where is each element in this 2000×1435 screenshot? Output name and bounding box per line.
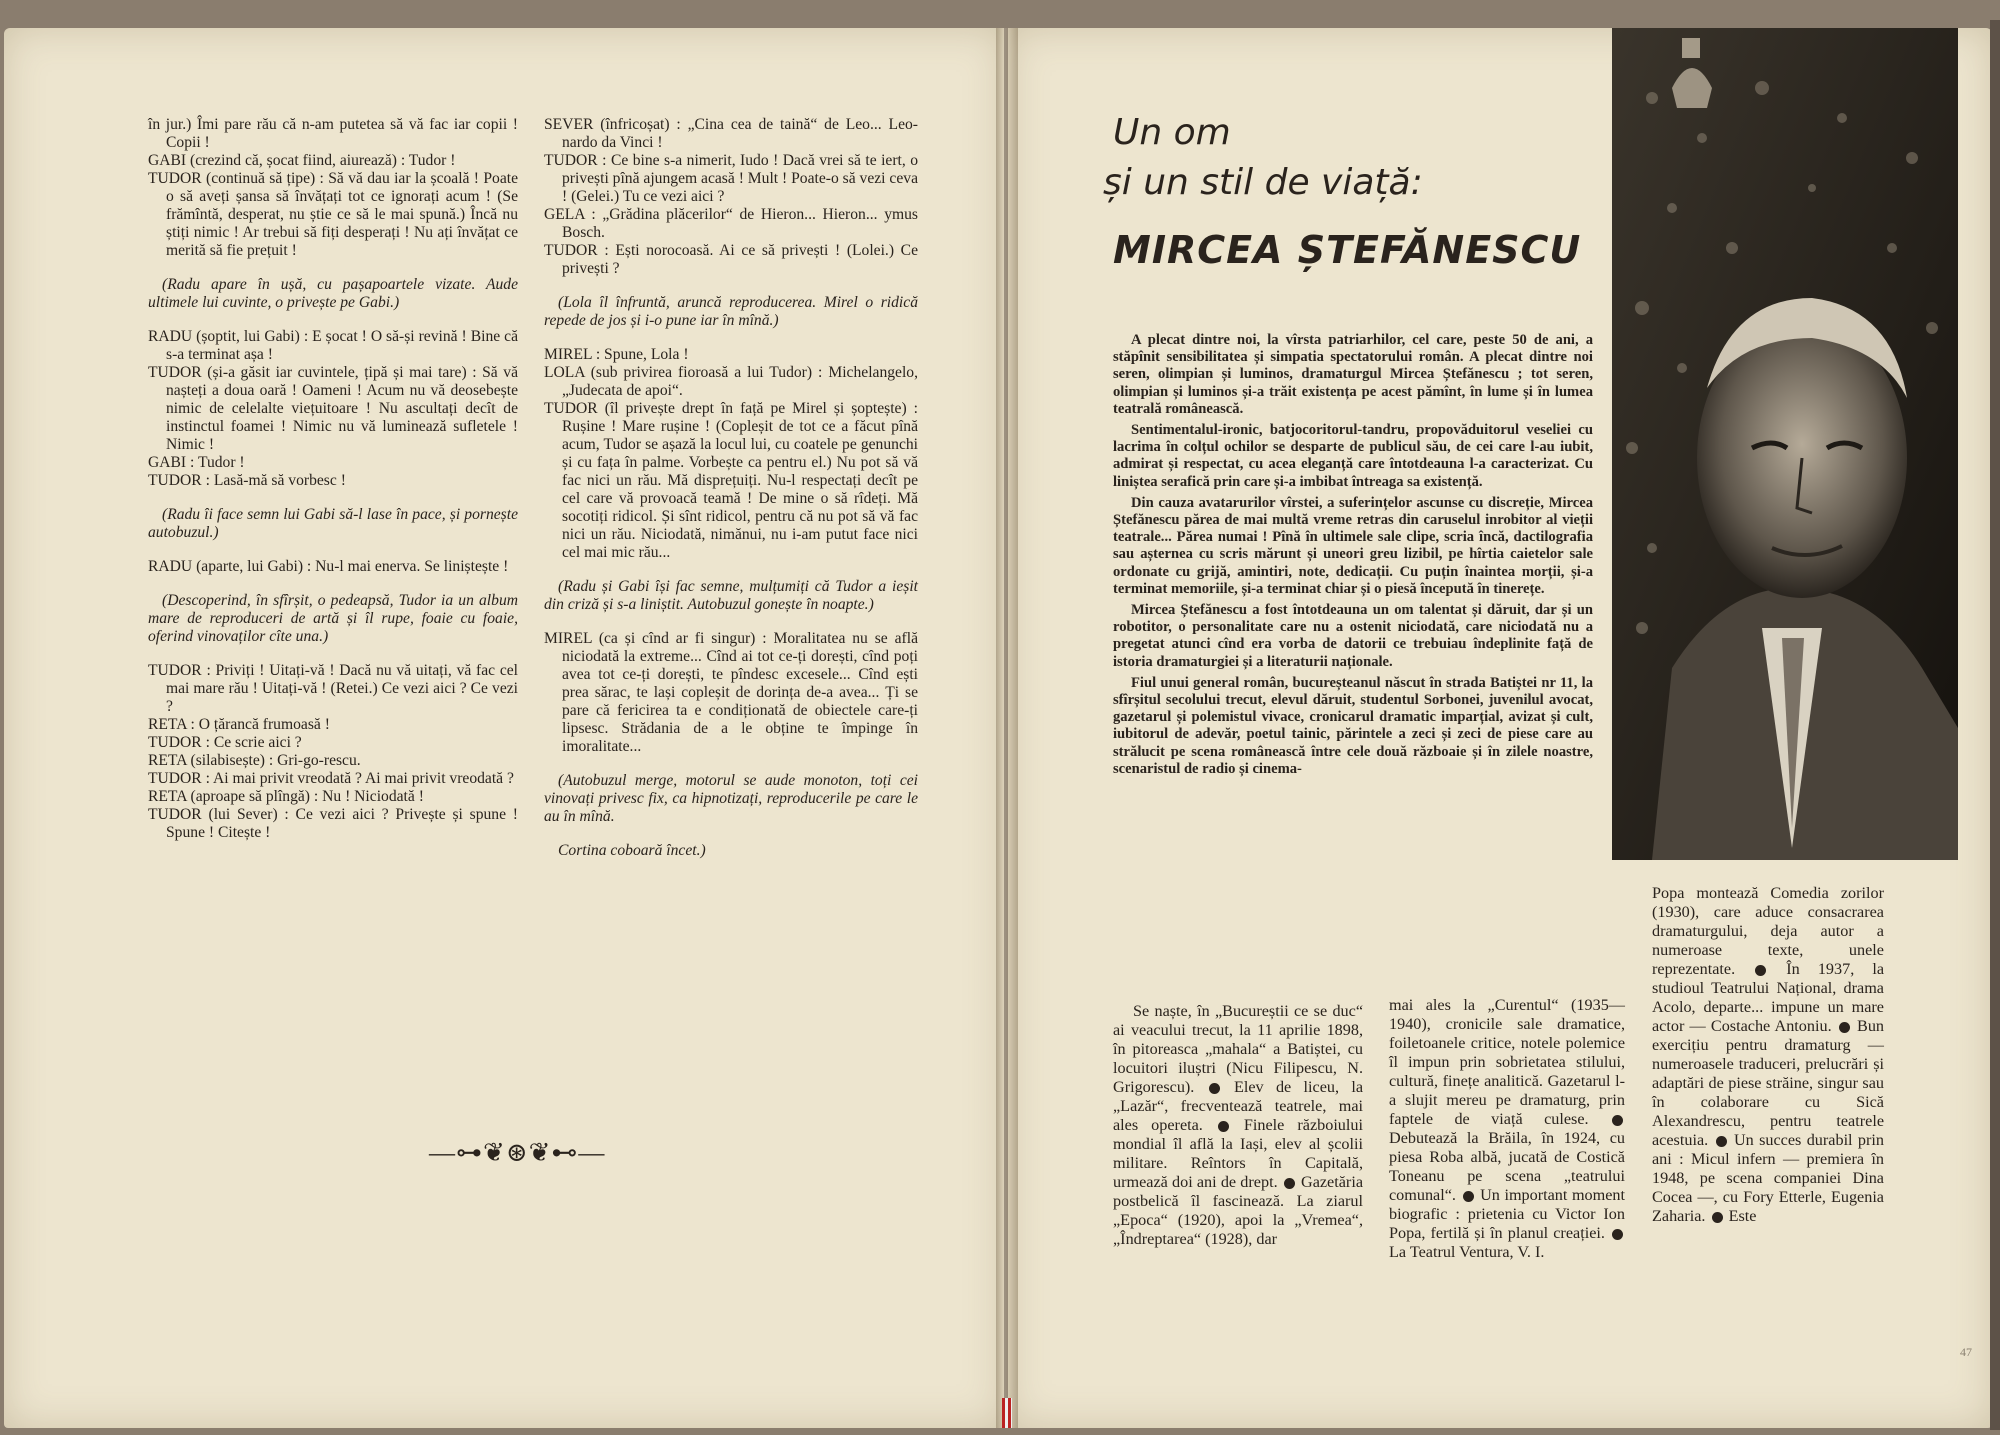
intro-paragraph: Sentimentalul-ironic, batjocoritorul-tandru, propovăduitorul veseliei cu lacrima în colțul ochilor se desparte de publicul său, de cei care l-au iubit, admirat și respectat, cu acea eleganță care întotdeauna l-a caracterizat. Cu liniștea serafică prin care și-a imbibat întreaga sa existență.	[1113, 422, 1593, 490]
spacer	[148, 646, 518, 662]
spacer	[544, 330, 918, 346]
ornament-divider: —⊶❦⊛❦⊷—	[429, 1138, 606, 1167]
bullet-icon	[1612, 1229, 1623, 1240]
bio-entry: Popa montează Comedia zorilor (1930), care aduce consacrarea dramaturgului, deja autor a numeroase texte, unele reprezentate.	[1652, 884, 1884, 978]
dialogue-line: GELA : „Grădina plăcerilor“ de Hieron... Hieron... ymus Bosch.	[544, 206, 918, 241]
dialogue-line: GABI : Tudor !	[148, 454, 245, 471]
dialogue-line: SEVER (înfricoșat) : „Cina cea de taină“ de Leo... Leo-nardo da Vinci !	[544, 116, 918, 151]
spacer	[544, 562, 918, 578]
play-text-column-2	[544, 116, 918, 860]
dialogue-line: LOLA (sub privirea fioroasă a lui Tudor) : Michelangelo, „Judecata de apoi“.	[544, 364, 918, 399]
spacer	[148, 490, 518, 506]
stage-direction: (Radu îi face semn lui Gabi să-l lase în pace, și pornește autobuzul.)	[148, 506, 518, 541]
article-title-line-2: și un stil de viață:	[1103, 162, 1423, 203]
dialogue-line: TUDOR (și-a găsit iar cuvintele, țipă și mai tare) : Să vă nașteți a doua oară ! Oameni ! Acum nu vă deosebește nimic de celelalte viețuitoare ! Nu ascultați decît de instinctul foamei ! Nimic nu vă luminează sufletele ! Nimic !	[148, 364, 518, 453]
article-intro	[1113, 332, 1593, 782]
bullet-icon	[1712, 1212, 1723, 1223]
bullet-icon	[1612, 1115, 1623, 1126]
spacer	[544, 614, 918, 630]
bullet-icon	[1218, 1121, 1229, 1132]
dialogue-line: GABI (crezind că, șocat fiind, aiurează) : Tudor !	[148, 152, 456, 169]
bio-entry: mai ales la „Curentul“ (1935—1940), cronicile sale dramatice, foiletoanele critice, notele polemice îl impun prin sobrietatea stilului, cultură, finețe analitică. Gazetarul l-a slujit mereu pe dramaturg, prin faptele de viață culese.	[1389, 996, 1625, 1128]
dialogue-line: MIREL (ca și cînd ar fi singur) : Moralitatea nu se află niciodată la extreme... Cînd ai tot ce-ți dorești, cînd poți avea tot ce-ți dorești, te pîndesc excesele... Cînd ești prea sărac, te lași copleșit de dorința de-a avea... Ți se pare că fericirea ta e condiționată de obiectele care-ți lipsesc. Strădania de a le obține te împinge în imoralitate...	[544, 630, 918, 755]
bio-column-1	[1113, 1002, 1363, 1249]
bullet-icon	[1755, 965, 1766, 976]
dialogue-line: TUDOR (îl privește drept în față pe Mirel și șoptește) : Rușine ! Mare rușine ! (Copleșit de tot ce a făcut pînă acum, Tudor se așază la locul lui, cu coatele pe genunchi și cu fața în palme. Vorbește ca pentru el.) Nu pot să vă fac nici un rău. Mă disprețuiți. Nu-l respectați decît pe cel care vă provoacă teamă ! De mine o să rîdeți. Mă socotiți ridicol. Și sînt ridicol, pentru că nu pot să vă fac nici un rău. Niciodată, nimănui, nu i-am putut face nici cel mai mic rău...	[544, 400, 918, 561]
bullet-icon	[1839, 1022, 1850, 1033]
play-text-column-1	[148, 116, 518, 842]
bio-entry: Un important moment biografic : prietenia cu Victor Ion Popa, fertilă și în planul creației.	[1389, 1186, 1626, 1242]
dialogue-line: TUDOR : Ce bine s-a nimerit, Iudo ! Dacă vrei să te iert, o privești pînă ajungem acasă ! Mult ! Poate-o să vezi ceva ! (Gelei.) Tu ce vezi aici ?	[544, 152, 918, 205]
bio-entry: La Teatrul Ventura, V. I.	[1389, 1243, 1545, 1261]
dialogue-line: TUDOR : Lasă-mă să vorbesc !	[148, 472, 346, 489]
bio-entry: Gazetăria postbelică îl fascinează. La ziarul „Epoca“ (1920), apoi la „Vremea“, „Îndreptarea“ (1928), dar	[1113, 1173, 1363, 1248]
dialogue-line: TUDOR : Ce scrie aici ?	[148, 734, 302, 751]
dialogue-line: TUDOR (continuă să țipe) : Să vă dau iar la școală ! Poate o să aveți șansa să învățați tot ce ignorați acum ! (Se frămîntă, desperat, nu știe ce să le mai spună.) Încă nu știți nimic ! Ar trebui să fiți desperați ! Nu ați învățat ce merită să fie prețuit !	[148, 170, 518, 259]
dialogue-line: RETA : O țărancă frumoasă !	[148, 716, 330, 733]
spacer	[148, 260, 518, 276]
dialogue-line: TUDOR : Ești norocoasă. Ai ce să privești ! (Lolei.) Ce privești ?	[544, 242, 918, 277]
article-title-line-1: Un om	[1113, 112, 1231, 153]
bio-entry: Elev de liceu, la „Lazăr“, frecventează teatrele, mai ales opereta.	[1113, 1078, 1364, 1134]
left-page	[4, 28, 1004, 1428]
bio-entry: Finele războiului mondial îl află la Iași, elev al școlii militare. Reîntors în Capitală, urmează doi ani de drept.	[1113, 1116, 1363, 1191]
dialogue-line: RETA (aproape să plîngă) : Nu ! Niciodată !	[148, 788, 424, 805]
article-title-name: MIRCEA ȘTEFĂNESCU	[1113, 228, 1582, 272]
bio-entry: Un succes durabil prin ani : Micul infern — premiera în 1948, pe scena companiei Dina Cocea —, cu Fory Etterle, Eugenia Zaharia.	[1652, 1131, 1885, 1225]
stage-direction: (Lola îl înfruntă, aruncă reproducerea. Mirel o ridică repede de jos și i-o pune iar în mînă.)	[544, 294, 918, 329]
dialogue-line: RADU (aparte, lui Gabi) : Nu-l mai enerva. Se liniștește !	[148, 558, 509, 575]
spacer	[148, 312, 518, 328]
bio-entry: Debutează la Brăila, în 1924, cu piesa Roba albă, jucată de Costică Toneanu pe scena „teatrului comunal“.	[1389, 1129, 1625, 1204]
spacer	[148, 576, 518, 592]
spacer	[544, 826, 918, 842]
binding-thread	[1002, 1398, 1012, 1428]
dialogue-line: RADU (șoptit, lui Gabi) : E șocat ! O să-și revină ! Bine că s-a terminat așa !	[148, 328, 518, 363]
stage-direction: (Radu apare în ușă, cu pașapoartele vizate. Aude ultimele lui cuvinte, o privește pe Gabi.)	[148, 276, 518, 311]
stage-direction: Cortina coboară încet.)	[558, 842, 706, 859]
bullet-icon	[1716, 1136, 1727, 1147]
dialogue-line: TUDOR : Priviți ! Uitați-vă ! Dacă nu vă uitați, vă fac cel mai mare rău ! Uitați-vă ! (Retei.) Ce vezi aici ? Ce vezi ?	[148, 662, 518, 715]
intro-paragraph: Fiul unui general român, bucureșteanul născut în strada Batiștei nr 11, la sfîrșitul secolului trecut, elevul dăruit, studentul Sorbonei, juvenilul avocat, gazetarul și polemistul vivace, cronicarul dramatic imparțial, avizat și cult, iubitorul de adevăr, poetul tainic, părintele a zeci și zeci de piese care au strălucit pe scena românească între cele două războaie și în zilele noastre, scenaristul de radio și cinema-	[1113, 674, 1593, 777]
intro-paragraph: Din cauza avatarurilor vîrstei, a suferințelor ascunse cu discreție, Mircea Ștefănescu părea de mai multă vreme retras din caruselul inrobitor al vieții teatrale... Părea numai ! Pînă în ultimele sale clipe, scria încă, dactilografia sau așternea cu scris mărunt și uneori greu lizibil, pe hîrtia caietelor sale ordonate cu grijă, amintiri, note, dedicații. Cu puțin înaintea morții, și-a terminat memoriile, și-a terminat chiar și o piesă începută în tinerețe.	[1113, 494, 1593, 597]
stage-direction: (Radu și Gabi își fac semne, mulțumiți că Tudor a ieșit din criză și s-a liniștit. Autobuzul gonește în noapte.)	[544, 578, 918, 613]
spacer	[148, 542, 518, 558]
bullet-icon	[1284, 1178, 1295, 1189]
spacer	[544, 756, 918, 772]
stage-direction: (Autobuzul merge, motorul se aude monoton, toți cei vinovați privesc fix, ca hipnotizați, reproducerile pe care le au în mînă.	[544, 772, 918, 825]
bullet-icon	[1463, 1191, 1474, 1202]
spacer	[544, 278, 918, 294]
bio-entry: Este	[1728, 1207, 1757, 1225]
intro-paragraph: A plecat dintre noi, la vîrsta patriarhilor, cel care, peste 50 de ani, a stăpînit sensibilitatea și simpatia spectatorului român. A plecat dintre noi seren, olimpian și luminos, dramaturgul Mircea Ștefănescu ; tot seren, olimpian și luminos și-a trăit existența pe acest pămînt, în lume și în lumea teatrală românească.	[1113, 332, 1593, 417]
bio-entry: În 1937, la studioul Teatrului Național, drama Acolo, departe... impune un mare actor — Costache Antoniu.	[1652, 960, 1885, 1035]
stage-direction: (Descoperind, în sfîrșit, o pedeapsă, Tudor ia un album mare de reproduceri de artă și îl rupe, foaie cu foaie, oferind vinovaților cîte una.)	[148, 592, 518, 645]
bio-entry: Se naște, în „Bucureștii ce se duc“ ai veacului trecut, la 11 aprilie 1898, în pitoreasca „mahala“ a Batiștei, cu locuitori iluștri (Nicu Filipescu, N. Grigorescu).	[1113, 1002, 1363, 1096]
dialogue-line: TUDOR (lui Sever) : Ce vezi aici ? Privește și spune ! Spune ! Citește !	[148, 806, 518, 841]
intro-paragraph: Mircea Ștefănescu a fost întotdeauna un om talentat și dăruit, dar și un robotitor, o personalitate care nu a ostenit niciodată, care niciodată nu a pregetat atunci cînd era vorba de datorii ce trebuiau îndeplinite față de istoria dramaturgiei și a literaturii naționale.	[1113, 602, 1593, 670]
bullet-icon	[1209, 1083, 1220, 1094]
dialogue-line: RETA (silabisește) : Gri-go-rescu.	[148, 752, 361, 769]
dialogue-line: în jur.) Îmi pare rău că n-am putetea să vă fac iar copii ! Copii !	[148, 116, 518, 151]
bio-entry: Bun exercițiu pentru dramaturg — numeroasele traduceri, prelucrări și adaptări de piese străine, singur sau în colaborare cu Sică Alexandrescu, pentru teatrele acestuia.	[1652, 1017, 1885, 1149]
portrait-photo	[1612, 28, 1958, 860]
page-edge	[1990, 20, 2000, 1430]
page-number: 47	[1960, 1345, 1972, 1359]
bio-column-2	[1389, 996, 1625, 1262]
dialogue-line: MIREL : Spune, Lola !	[544, 346, 689, 363]
book-gutter	[996, 28, 1018, 1428]
bio-column-3	[1652, 884, 1884, 1226]
dialogue-line: TUDOR : Ai mai privit vreodată ? Ai mai privit vreodată ?	[148, 770, 514, 787]
